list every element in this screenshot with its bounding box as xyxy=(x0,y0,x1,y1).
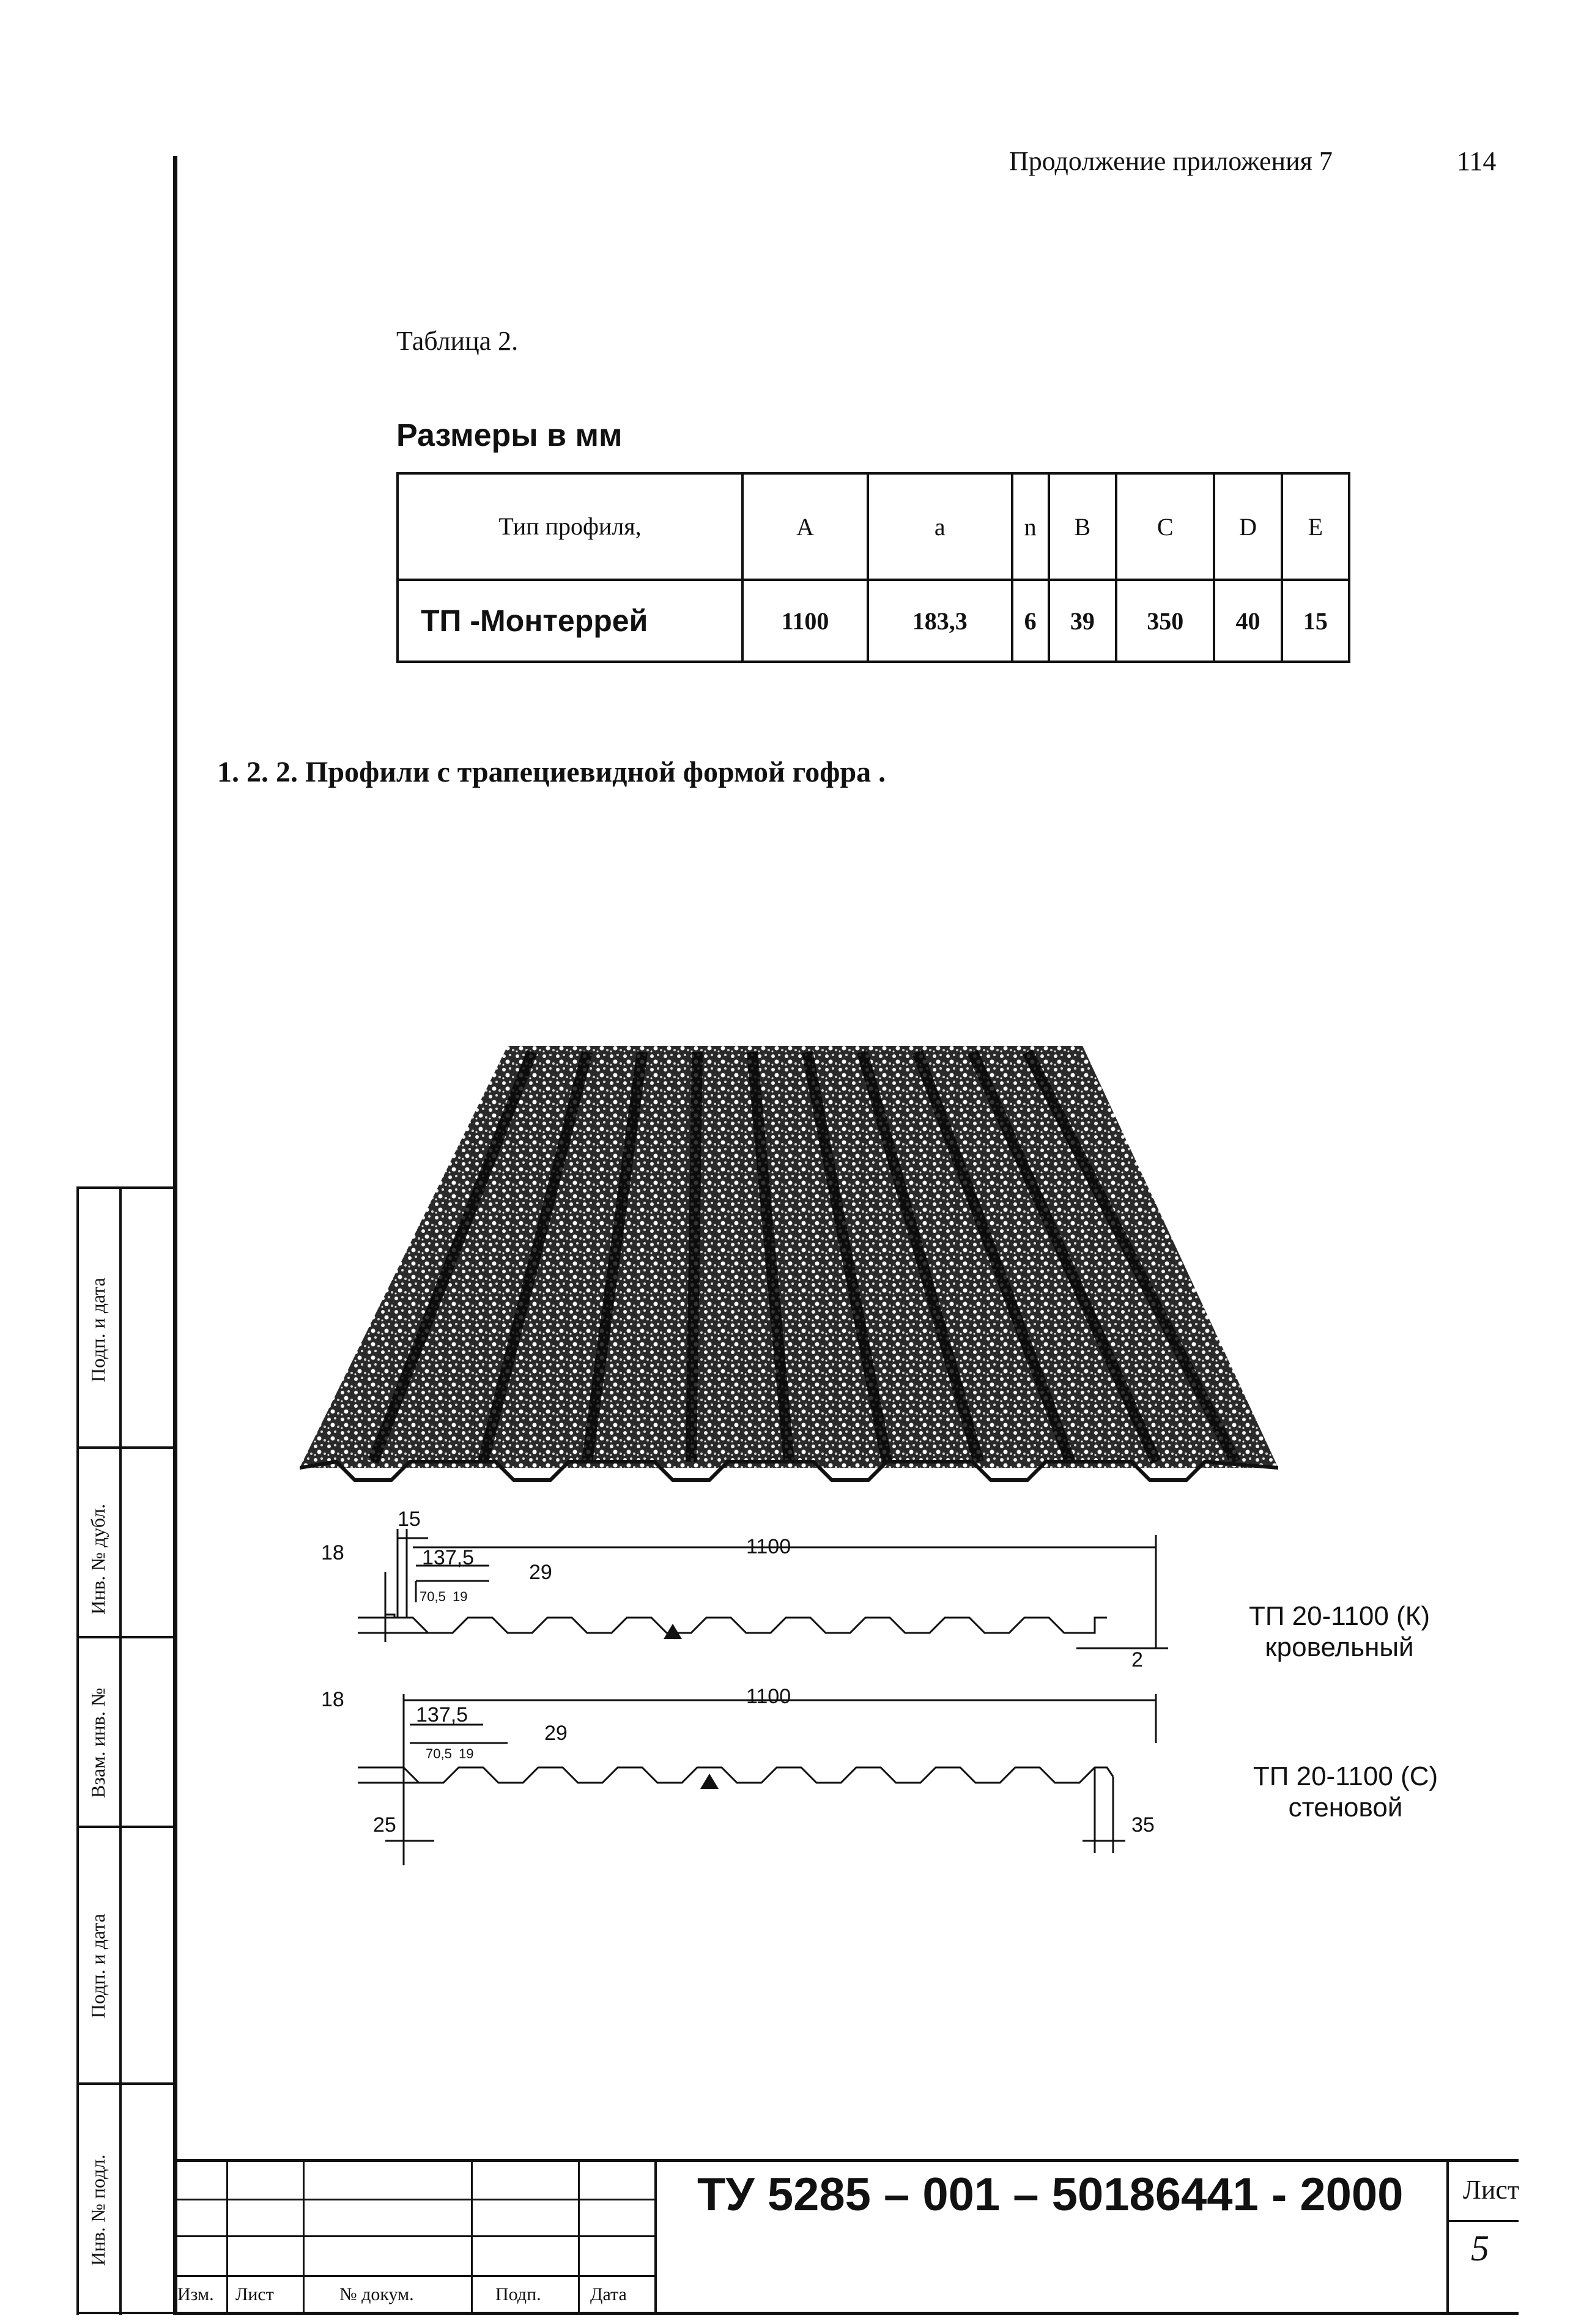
table-units-title: Размеры в мм xyxy=(396,418,623,453)
profile-k-label xyxy=(1235,1601,1443,1663)
dim-c-height: 18 xyxy=(321,1688,344,1711)
table-header-row xyxy=(398,473,1349,580)
cell-E: 15 xyxy=(1282,580,1349,662)
cell-D: 40 xyxy=(1214,580,1281,662)
dim-k-pitch: 137,5 xyxy=(422,1546,475,1569)
col-header-type: Тип профиля, xyxy=(398,473,742,580)
profile-c-line xyxy=(385,1767,1113,1783)
dim-k-bottom-b: 19 xyxy=(453,1589,468,1604)
tb-header-izm: Изм. xyxy=(177,2284,214,2304)
stamp-label-vzam-inv: Взам. инв. № xyxy=(87,1687,109,1798)
dim-k-bottom-a: 70,5 xyxy=(420,1589,446,1604)
profile-c-subtitle: стеновой xyxy=(1288,1792,1403,1823)
cell-B: 39 xyxy=(1049,580,1116,662)
sheet-label: Лист xyxy=(1463,2175,1520,2205)
col-header-B: B xyxy=(1049,473,1116,580)
dim-c-bottom-a: 70,5 xyxy=(426,1746,452,1761)
dimensions-table xyxy=(396,472,1350,663)
dim-c-width: 1100 xyxy=(746,1685,791,1708)
tb-header-podp: Подп. xyxy=(495,2284,541,2304)
cell-A: 1100 xyxy=(742,580,868,662)
dim-k-edge-right: 2 xyxy=(1131,1648,1143,1671)
profile-photo xyxy=(300,1040,1278,1492)
stamp-label-inv-podl: Инв. № подл. xyxy=(87,2154,109,2266)
dim-k-top: 29 xyxy=(529,1561,552,1584)
stamp-label-inv-dubl: Инв. № дубл. xyxy=(87,1503,109,1615)
stamp-label-podp-data-1: Подп. и дата xyxy=(87,1914,109,2018)
tb-header-data: Дата xyxy=(590,2284,627,2304)
profile-k-subtitle: кровельный xyxy=(1265,1632,1414,1662)
header-text: Продолжение приложения 7 xyxy=(1009,146,1333,176)
profile-k-line xyxy=(385,1615,1107,1633)
page-number: 114 xyxy=(1457,146,1497,176)
dim-c-bottom-b: 19 xyxy=(459,1746,474,1761)
dim-c-edge-left: 25 xyxy=(373,1813,396,1837)
profile-c-name: ТП 20-1100 (С) xyxy=(1253,1761,1438,1791)
dim-k-width: 1100 xyxy=(746,1535,791,1558)
profile-k-name: ТП 20-1100 (К) xyxy=(1248,1601,1431,1631)
sheet-number: 5 xyxy=(1471,2228,1489,2268)
profile-c-label xyxy=(1242,1761,1449,1823)
dim-c-pitch: 137,5 xyxy=(416,1703,468,1726)
tb-header-list: Лист xyxy=(235,2284,274,2304)
tb-header-doc: № докум. xyxy=(339,2284,414,2304)
cell-n: 6 xyxy=(1012,580,1049,662)
col-header-E: E xyxy=(1282,473,1349,580)
frame-left-line xyxy=(173,156,177,2315)
col-header-C: C xyxy=(1116,473,1214,580)
dim-c-top: 29 xyxy=(544,1722,568,1745)
dim-c-edge-right: 35 xyxy=(1131,1813,1155,1837)
table-row xyxy=(398,580,1349,662)
profile-drawings xyxy=(306,1511,1223,1865)
cell-type: ТП -Монтеррей xyxy=(398,580,742,662)
cell-a: 183,3 xyxy=(868,580,1012,662)
table-caption: Таблица 2. xyxy=(396,326,519,356)
document-code: ТУ 5285 – 001 – 50186441 - 2000 xyxy=(697,2169,1404,2221)
col-header-a: a xyxy=(868,473,1012,580)
stamp-label-podp-data-2: Подп. и дата xyxy=(87,1278,109,1382)
col-header-n: n xyxy=(1012,473,1049,580)
dim-k-height: 18 xyxy=(321,1541,344,1564)
cell-C: 350 xyxy=(1116,580,1214,662)
section-title: 1. 2. 2. Профили с трапециевидной формой гофра . xyxy=(217,756,886,788)
dim-k-edge-left: 15 xyxy=(398,1511,421,1531)
col-header-D: D xyxy=(1214,473,1281,580)
col-header-A: A xyxy=(742,473,868,580)
